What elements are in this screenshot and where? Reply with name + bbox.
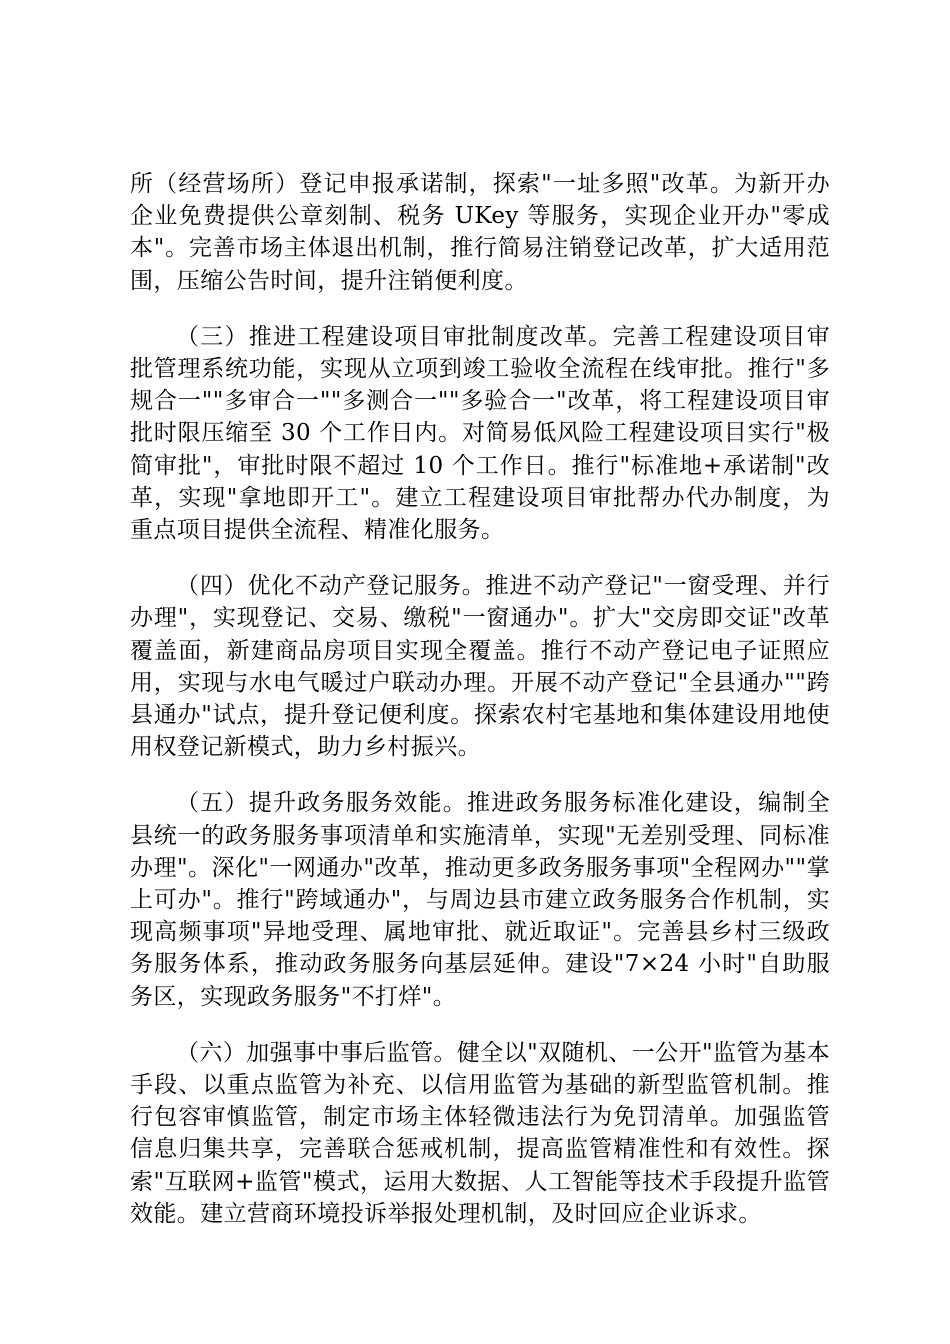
paragraph-section-4: （四）优化不动产登记服务。推进不动产登记"一窗受理、并行办理"，实现登记、交易、缴税"一窗通办"。扩大"交房即交证"改革覆盖面，新建商品房项目实现全覆盖。推行不动产登记电子证照应用，实现与水电气暖过户联动办理。开展不动产登记"全县通办""跨县通办"试点，提升登记便利度。探索农村宅基地和集体建设用地使用权登记新模式，助力乡村振兴。 bbox=[130, 573, 830, 761]
paragraph-continuation: 所（经营场所）登记申报承诺制，探索"一址多照"改革。为新开办企业免费提供公章刻制、税务 UKey 等服务，实现企业开办"零成本"。完善市场主体退出机制，推行简易注销登记改革，扩大适用范围，压缩公告时间，提升注销便利度。 bbox=[130, 171, 830, 294]
paragraph-section-5: （五）提升政务服务效能。推进政务服务标准化建设，编制全县统一的政务服务事项清单和实施清单，实现"无差别受理、同标准办理"。深化"一网通办"改革，推动更多政务服务事项"全程网办""掌上可办"。推行"跨域通办"，与周边县市建立政务服务合作机制，实现高频事项"异地受理、属地审批、就近取证"。完善县乡村三级政务服务体系，推动政务服务向基层延伸。建设"7×24 小时"自助服务区，实现政务服务"不打烊"。 bbox=[130, 790, 830, 1010]
paragraph-section-3: （三）推进工程建设项目审批制度改革。完善工程建设项目审批管理系统功能，实现从立项到竣工验收全流程在线审批。推行"多规合一""多审合一""多测合一""多验合一"改革，将工程建设项目审批时限压缩至 30 个工作日内。对简易低风险工程建设项目实行"极简审批"，审批时限不超过 10 个工作日。推行"标准地+承诺制"改革，实现"拿地即开工"。建立工程建设项目审批帮办代办制度，为重点项目提供全流程、精准化服务。 bbox=[130, 323, 830, 544]
document-body bbox=[130, 168, 830, 1254]
paragraph-section-6: （六）加强事中事后监管。健全以"双随机、一公开"监管为基本手段、以重点监管为补充、以信用监管为基础的新型监管机制。推行包容审慎监管，制定市场主体轻微违法行为免罚清单。加强监管信息归集共享，完善联合惩戒机制，提高监管精准性和有效性。探索"互联网+监管"模式，运用大数据、人工智能等技术手段提升监管效能。建立营商环境投诉举报处理机制，及时回应企业诉求。 bbox=[130, 1039, 830, 1227]
